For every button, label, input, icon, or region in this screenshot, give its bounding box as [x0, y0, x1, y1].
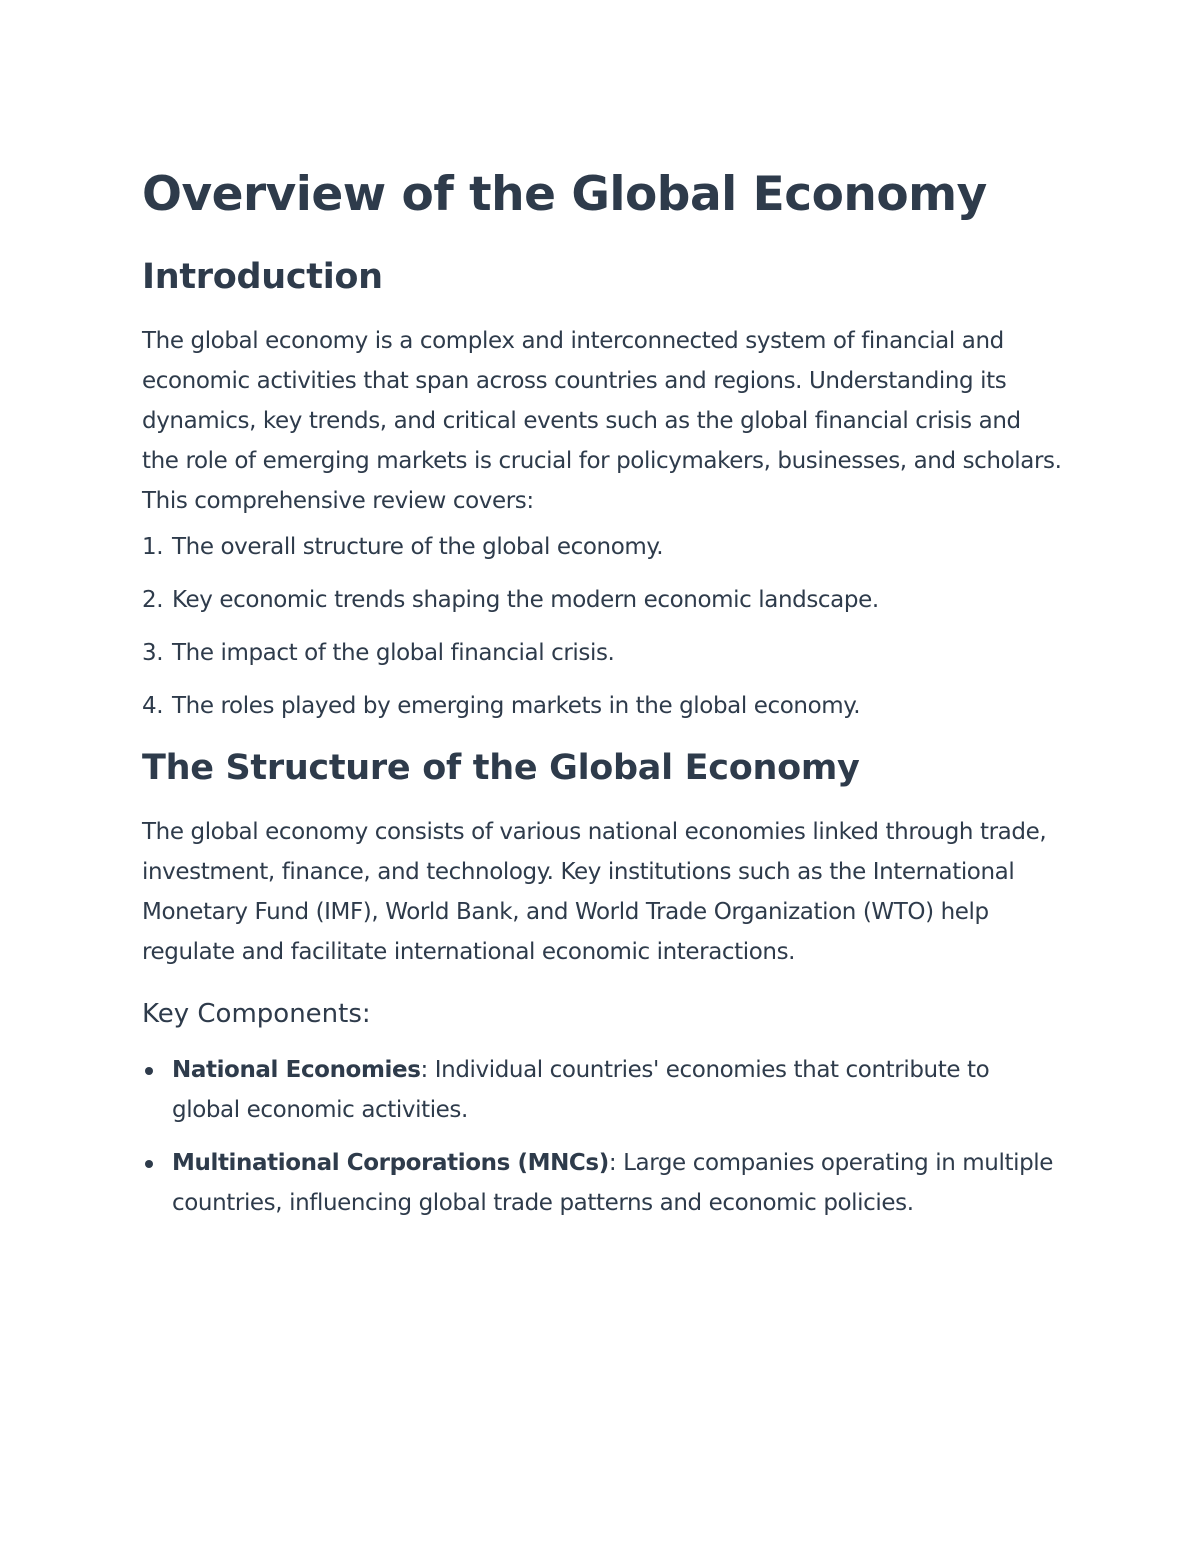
component-term: Multinational Corporations (MNCs): [172, 1150, 609, 1176]
list-item-number: 4.: [142, 693, 164, 719]
list-item: [142, 580, 1062, 620]
list-item-text: Key economic trends shaping the modern economic landscape.: [172, 587, 879, 613]
list-item-text: The impact of the global financial crisis.: [172, 640, 615, 666]
component-term: National Economies: [172, 1057, 421, 1083]
component-description: : Individual countries' economies that contribute to global economic activities.: [172, 1057, 990, 1123]
document-page: [142, 165, 1062, 1236]
introduction-heading: Introduction: [142, 257, 383, 297]
list-item-number: 3.: [142, 640, 164, 666]
list-item: [142, 686, 1062, 726]
introduction-paragraph: The global economy is a complex and interconnected system of financial and economic activities that span across countries and regions. Understanding its dynamics, key trends, and critical events such as the global financial crisis and the role of emerging markets is crucial for policymakers, businesses, and scholars. This comprehensive review covers:: [142, 328, 1062, 514]
key-components-list: [142, 1050, 1062, 1223]
bullet-icon: [142, 1143, 172, 1223]
bullet-icon: [142, 1050, 172, 1130]
list-item: [142, 1143, 1062, 1223]
list-item-text: The roles played by emerging markets in the global economy.: [172, 693, 861, 719]
list-item: [142, 633, 1062, 673]
list-item-number: 2.: [142, 587, 164, 613]
list-item-number: 1.: [142, 534, 164, 560]
list-item-text: The overall structure of the global economy.: [172, 534, 664, 560]
key-components-heading: Key Components:: [142, 999, 371, 1029]
document-title: Overview of the Global Economy: [142, 167, 987, 222]
component-text: [172, 1050, 1062, 1130]
structure-paragraph: The global economy consists of various national economies linked through trade, investment, finance, and technology. Key institutions such as the International Monetary Fund (IMF), World Bank, and World Trade Organization (WTO) help regulate and facilitate international economic interactions.: [142, 819, 1047, 965]
structure-heading: The Structure of the Global Economy: [142, 748, 860, 788]
review-topics-list: [142, 527, 1062, 726]
component-text: [172, 1143, 1062, 1223]
section-spacer: [142, 978, 1062, 996]
component-description: : Large companies operating in multiple countries, influencing global trade patterns and economic policies.: [172, 1150, 1054, 1216]
list-item: [142, 527, 1062, 567]
list-item: [142, 1050, 1062, 1130]
